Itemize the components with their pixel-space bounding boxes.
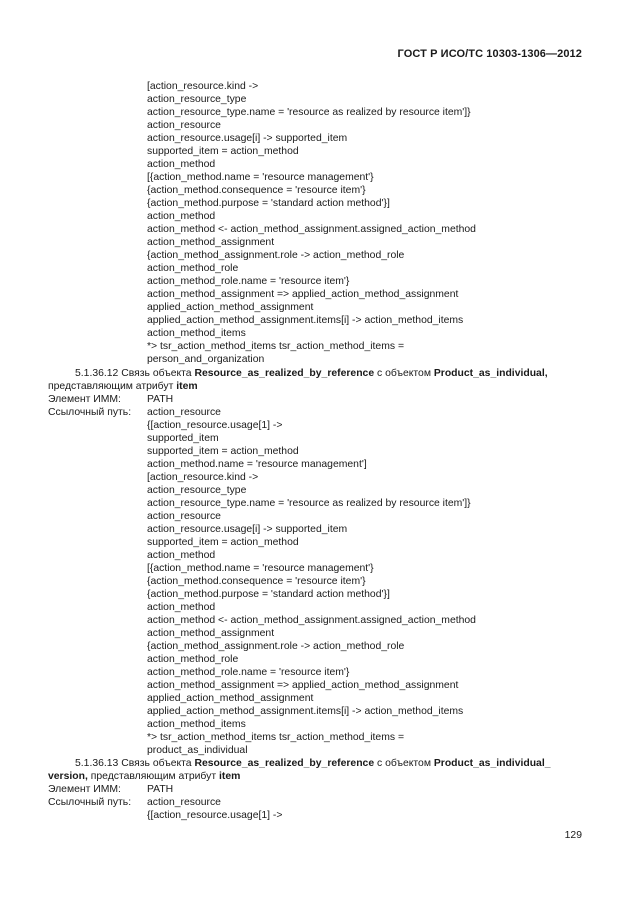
- path-line: action_resource: [147, 797, 221, 808]
- path-line: applied_action_method_assignment: [147, 302, 314, 313]
- path-line: action_method <- action_method_assignment.assigned_action_method: [147, 615, 476, 626]
- path-line: action_method_role: [147, 654, 239, 665]
- path-line: action_method: [147, 159, 216, 170]
- path-line: supported_item: [147, 433, 219, 444]
- path-line: applied_action_method_assignment.items[i] -> action_method_items: [147, 315, 464, 326]
- path-line: applied_action_method_assignment.items[i] -> action_method_items: [147, 706, 464, 717]
- path-line: action_method_items: [147, 719, 246, 730]
- path-line: person_and_organization: [147, 354, 265, 365]
- path-line: action_resource_type: [147, 485, 247, 496]
- path-line: action_resource.usage[i] -> supported_item: [147, 133, 348, 144]
- section-5-1-36-13-heading-cont: version, представляющим атрибут item: [48, 771, 241, 782]
- path-line: {action_method.consequence = 'resource item'}: [147, 185, 366, 196]
- path-line: {action_method_assignment.role -> action_method_role: [147, 250, 405, 261]
- element-label: Элемент ИММ:: [48, 784, 121, 795]
- path-line: action_method: [147, 550, 216, 561]
- path-line: action_resource: [147, 407, 221, 418]
- reference-path-label: Ссылочный путь:: [48, 797, 132, 808]
- path-line: supported_item = action_method: [147, 446, 299, 457]
- path-line: {action_method.purpose = 'standard action method'}]: [147, 198, 390, 209]
- path-line: action_method <- action_method_assignment.assigned_action_method: [147, 224, 476, 235]
- path-line: action_method_assignment: [147, 628, 275, 639]
- path-line: supported_item = action_method: [147, 146, 299, 157]
- path-line: action_method_role.name = 'resource item'}: [147, 276, 350, 287]
- path-line: action_method: [147, 602, 216, 613]
- path-line: action_method_role.name = 'resource item'}: [147, 667, 350, 678]
- page-number: 129: [564, 830, 582, 841]
- section-5-1-36-13-heading: 5.1.36.13 Связь объекта Resource_as_realized_by_reference с объектом Product_as_individual_: [75, 758, 551, 769]
- path-line: action_resource: [147, 511, 221, 522]
- path-line: action_resource_type: [147, 94, 247, 105]
- path-line: action_method_assignment => applied_action_method_assignment: [147, 680, 459, 691]
- path-line: action_method_role: [147, 263, 239, 274]
- path-line: action_resource: [147, 120, 221, 131]
- section-number: 5.1.36.12: [75, 368, 119, 379]
- path-line: applied_action_method_assignment: [147, 693, 314, 704]
- section-number: 5.1.36.13: [75, 758, 119, 769]
- path-line: *> tsr_action_method_items tsr_action_method_items =: [147, 732, 405, 743]
- path-line: action_method_assignment: [147, 237, 275, 248]
- path-line: action_method: [147, 211, 216, 222]
- element-value: PATH: [147, 394, 174, 405]
- path-line: action_resource_type.name = 'resource as realized by resource item']}: [147, 107, 471, 118]
- path-line: {action_method.purpose = 'standard action method'}]: [147, 589, 390, 600]
- path-line: {action_method_assignment.role -> action_method_role: [147, 641, 405, 652]
- element-label: Элемент ИММ:: [48, 394, 121, 405]
- path-line: {action_method.consequence = 'resource item'}: [147, 576, 366, 587]
- section-5-1-36-12-heading: 5.1.36.12 Связь объекта Resource_as_realized_by_reference с объектом Product_as_individual,: [75, 368, 548, 379]
- path-line: action_resource.usage[i] -> supported_item: [147, 524, 348, 535]
- path-line: product_as_individual: [147, 745, 248, 756]
- path-line: [action_resource.kind ->: [147, 81, 259, 92]
- path-line: [{action_method.name = 'resource management'}: [147, 563, 374, 574]
- path-line: {[action_resource.usage[1] ->: [147, 420, 283, 431]
- path-line: *> tsr_action_method_items tsr_action_method_items =: [147, 341, 405, 352]
- path-line: {[action_resource.usage[1] ->: [147, 810, 283, 821]
- path-line: supported_item = action_method: [147, 537, 299, 548]
- document-header: ГОСТ Р ИСО/ТС 10303-1306—2012: [397, 48, 582, 60]
- path-line: [{action_method.name = 'resource management'}: [147, 172, 374, 183]
- section-5-1-36-12-heading-cont: представляющим атрибут item: [48, 381, 198, 392]
- path-line: [action_resource.kind ->: [147, 472, 259, 483]
- element-value: PATH: [147, 784, 174, 795]
- path-line: action_method.name = 'resource management']: [147, 459, 367, 470]
- path-line: action_method_assignment => applied_action_method_assignment: [147, 289, 459, 300]
- path-line: action_resource_type.name = 'resource as realized by resource item']}: [147, 498, 471, 509]
- reference-path-label: Ссылочный путь:: [48, 407, 132, 418]
- path-line: action_method_items: [147, 328, 246, 339]
